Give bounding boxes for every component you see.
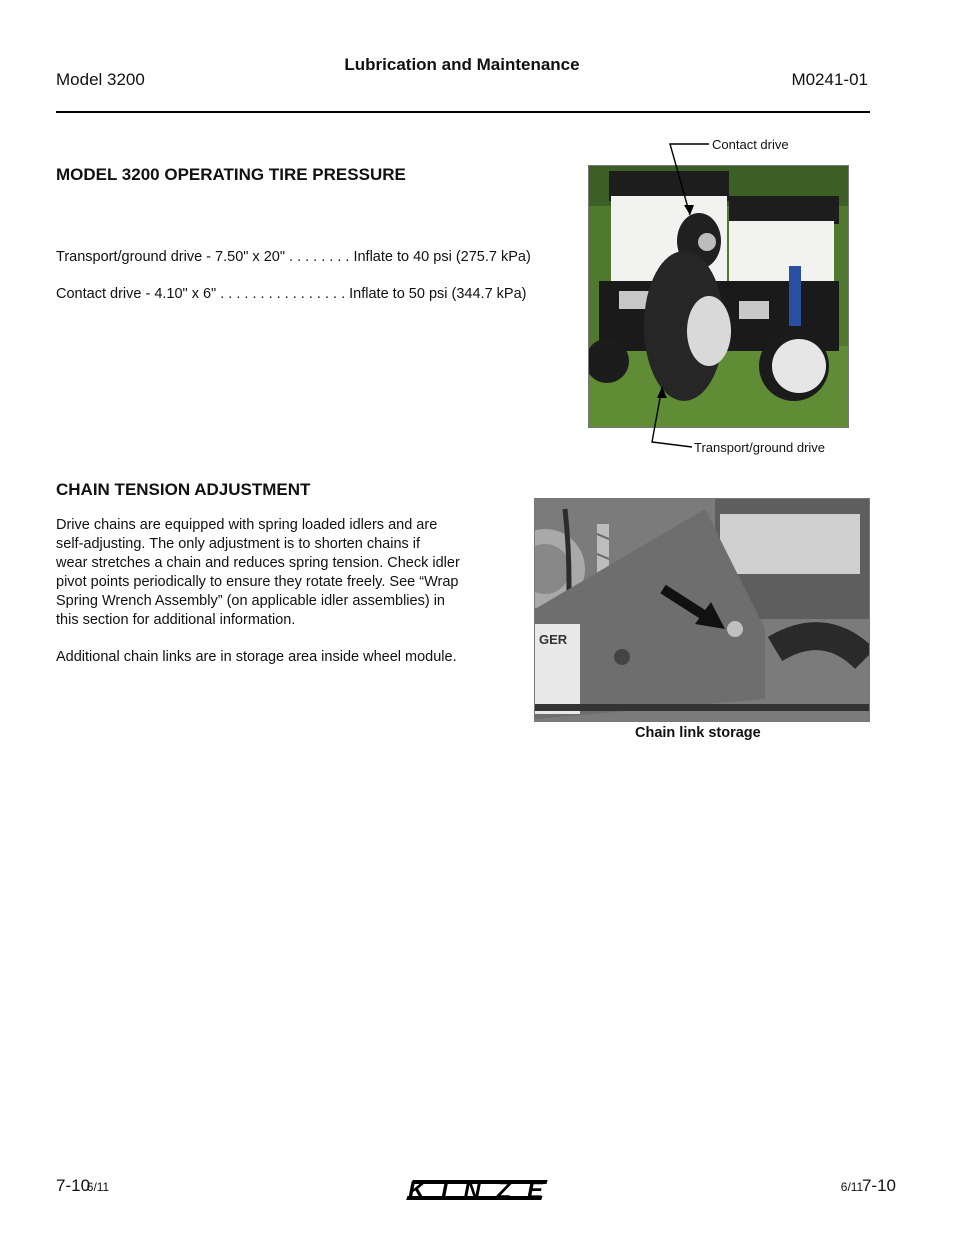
chain-storage-caption: Chain link storage (635, 725, 761, 741)
paragraph-line: Spring Wrench Assembly” (on applicable idler assemblies) in (56, 593, 445, 609)
chain-tension-heading: CHAIN TENSION ADJUSTMENT (56, 480, 311, 499)
tire-pressure-heading: MODEL 3200 OPERATING TIRE PRESSURE (56, 165, 406, 184)
date-overlay-left: 6/11 (86, 1180, 110, 1194)
model-label: Model 3200 (56, 70, 145, 89)
kinze-logo-mark (404, 1176, 549, 1204)
warning-decal-text: GER (539, 632, 568, 647)
callout-contact-drive: Contact drive (712, 137, 789, 152)
page-number-left: 7-10 (56, 1176, 91, 1195)
header-divider (56, 111, 870, 113)
chain-storage-photo (534, 498, 870, 722)
kinze-logo (404, 1176, 549, 1209)
section-title: Lubrication and Maintenance (344, 55, 580, 74)
planter-tire-photo (588, 165, 849, 428)
logo-text: KINZE (408, 1177, 543, 1204)
footer-page-left (56, 1176, 109, 1196)
paragraph-line: self-adjusting. The only adjustment is to shorten chains if (56, 536, 421, 552)
callout-transport-drive: Transport/ground drive (694, 440, 826, 455)
footer-page-right (841, 1176, 896, 1196)
planter-tire-illustration (589, 166, 848, 427)
chain-tension-paragraph (56, 516, 501, 630)
callout-leader-lines (640, 135, 710, 455)
manual-number: M0241-01 (791, 70, 868, 89)
spec-row-transport: Transport/ground drive - 7.50" x 20" . . . . . . . . Inflate to 40 psi (275.7 kPa) (56, 249, 531, 265)
chain-storage-illustration (535, 499, 869, 721)
paragraph-line: Drive chains are equipped with spring loaded idlers and are (56, 517, 438, 533)
paragraph-line: pivot points periodically to ensure they rotate freely. See “Wrap (56, 574, 459, 590)
paragraph-line: this section for additional information. (56, 612, 296, 628)
page-number-right: 7-10 (861, 1176, 896, 1195)
paragraph-line: wear stretches a chain and reduces spring tension. Check idler (56, 555, 460, 571)
date-right: 6/11 (840, 1180, 864, 1194)
chain-storage-note: Additional chain links are in storage area inside wheel module. (56, 649, 457, 665)
spec-row-contact: Contact drive - 4.10" x 6" . . . . . . . . . . . . . . . . Inflate to 50 psi (344.7 kPa) (56, 286, 527, 302)
